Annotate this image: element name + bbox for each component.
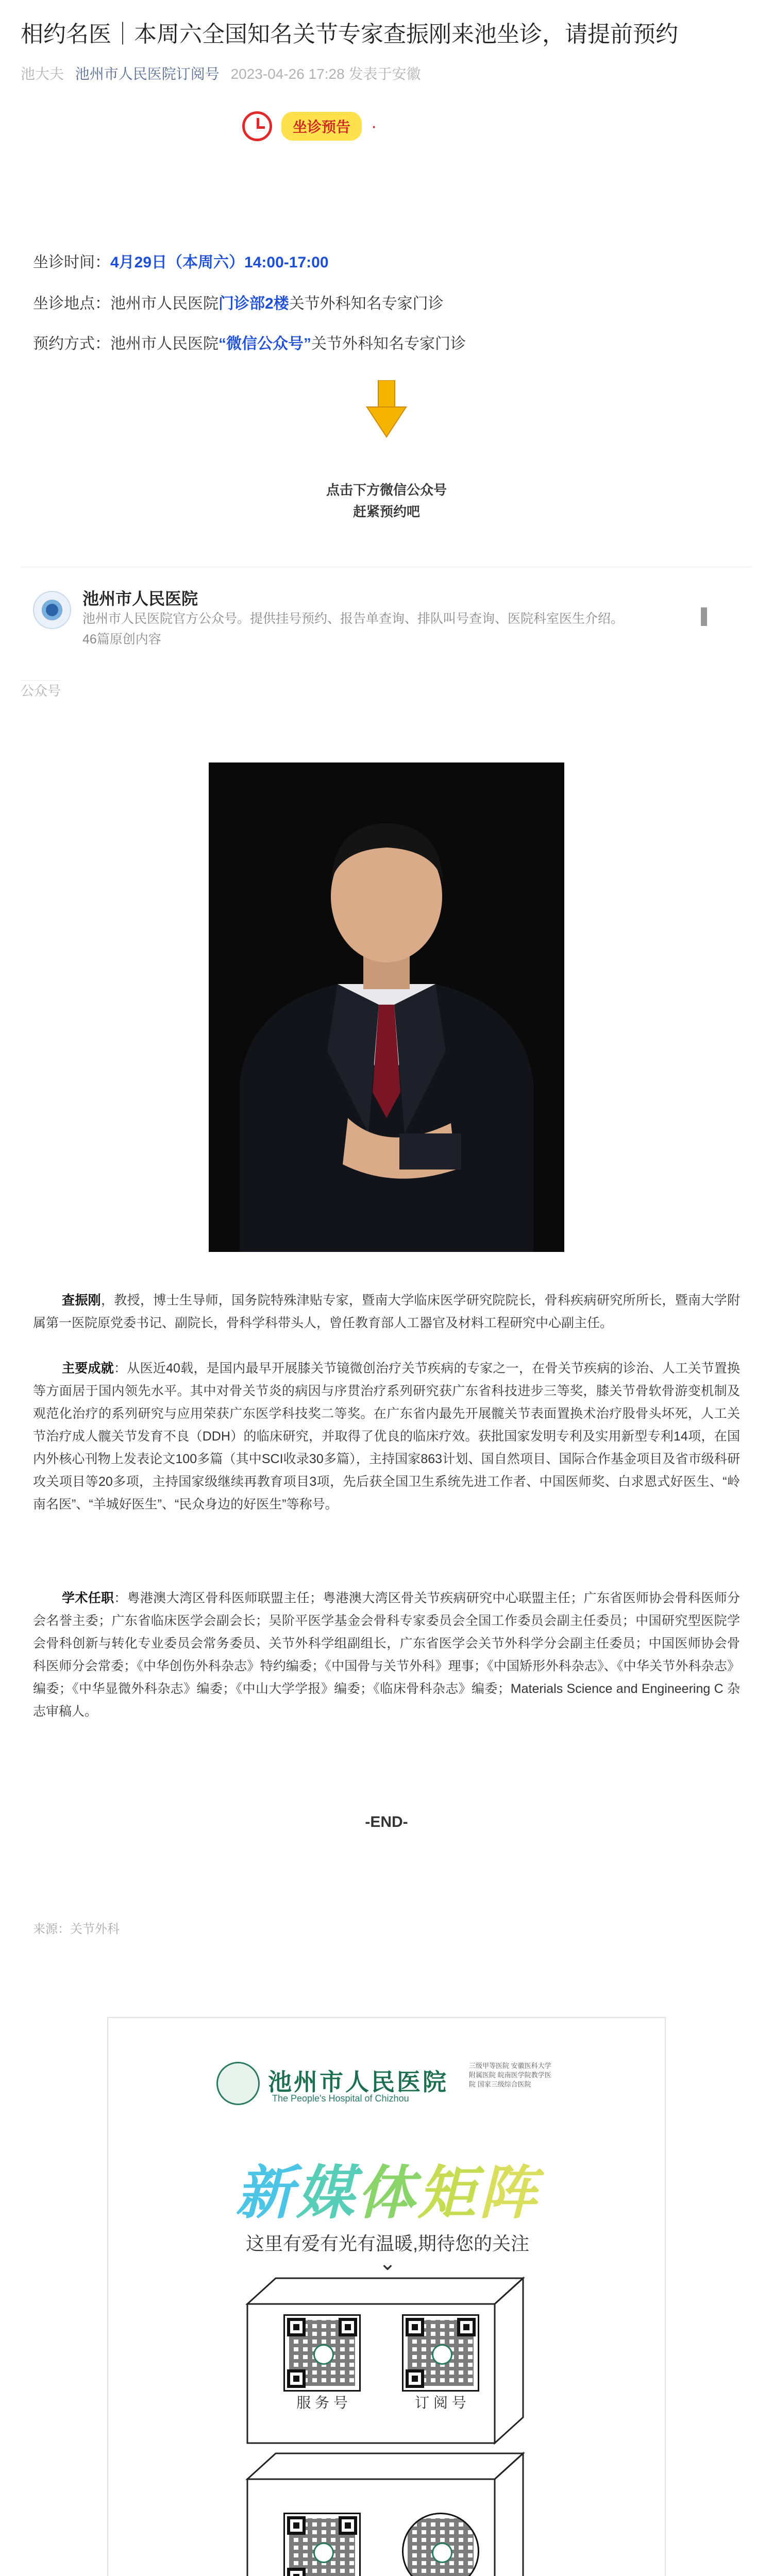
account-link[interactable]: 池州市人民医院订阅号 [75, 66, 220, 82]
doctor-portrait [209, 762, 564, 1252]
article-title: 相约名医｜本周六全国知名关节专家查振刚来池坐诊，请提前预约 [21, 22, 678, 47]
qr-service[interactable]: 服 务 号 [283, 2314, 361, 2412]
author-name: 池大夫 [21, 66, 64, 82]
account-card-footer: 公众号 [21, 680, 61, 700]
poster-hospital-en: The People's Hospital of Chizhou [272, 2093, 409, 2104]
article-meta [21, 63, 421, 83]
notice-tag-label: 坐诊预告 [281, 112, 362, 141]
qr-subscription[interactable]: 订 阅 号 [402, 2314, 479, 2412]
bio-intro: 查振刚，教授，博士生导师，国务院特殊津贴专家，暨南大学临床医学研究院院长，骨科疾病研究所所长，暨南大学附属第一医院原党委书记、副院长，骨科学科带头人，曾任教育部人工器官及材料工程研究中心副主任。 [33, 1293, 740, 1330]
publish-date: 2023-04-26 17:28 [230, 66, 345, 82]
scroll-indicator [701, 607, 707, 626]
qr-video[interactable] [283, 2513, 361, 2576]
bio-positions: 学术任职：粤港澳大湾区骨科医师联盟主任；粤港澳大湾区骨关节疾病研究中心联盟主任；广东省医师协会骨科医师分会名誉主委；广东省临床医学会副会长；吴阶平医学基金会骨科专家委员会全国工作委员会副主任委员；中国研究型医院学会骨科创新与转化专业委员会常务委员、关节外科学组副组长，广东省医学会关节外科学分会副主任委员；中国医师协会骨科医师分会常委；《中华创伤外科杂志》特约编委；《中国骨与关节外科》理事；《中国矫形外科杂志》、《中华关节外科杂志》编委；《中华显微外科杂志》编委；《中山大学学报》编委；《临床骨科杂志》编委；Materials Science and Engineering C 杂志审稿人。 [33, 1591, 740, 1719]
clock-icon [242, 111, 272, 141]
poster-hospital-desc: 三级甲等医院 安徽医科大学附属医院 皖南医学院教学医院 国家三级综合医院 [469, 2062, 551, 2088]
account-name: 池州市人民医院 [82, 589, 198, 608]
down-arrow-icon [366, 380, 407, 438]
qr-box-frame [108, 2018, 667, 2576]
notice-tag: 坐诊预告 · [242, 108, 377, 144]
clinic-place: 坐诊地点：池州市人民医院门诊部2楼关节外科知名专家门诊 [33, 295, 444, 312]
source-note: 来源：关节外科 [33, 1922, 120, 1936]
poster-hospital-name: 池州市人民医院 [268, 2068, 448, 2096]
publish-location: 发表于安徽 [348, 66, 421, 82]
qr-douyin[interactable] [402, 2513, 479, 2576]
hospital-poster [107, 2017, 666, 2576]
arrow-caption: 点击下方微信公众号 赶紧预约吧 [326, 482, 447, 519]
double-chevron-down-icon: ⌄ [379, 2252, 396, 2275]
end-marker: -END- [365, 1814, 408, 1831]
clinic-booking: 预约方式：池州市人民医院“微信公众号”关节外科知名专家门诊 [33, 335, 466, 352]
hospital-logo-icon [33, 591, 71, 629]
poster-slogan: 这里有爱有光有温暖,期待您的关注 [245, 2233, 529, 2254]
bio-achievements: 主要成就：从医近40载，是国内最早开展膝关节镜微创治疗关节疾病的专家之一，在骨关节疾病的诊治、人工关节置换等方面居于国内领先水平。其中对骨关节炎的病因与序贯治疗系列研究获广东省科技进步三等奖，膝关节骨软骨游变机制及观范化治疗的系列研究与应用荣获广东医学科技奖二等奖。在广东省内最先开展髋关节表面置换术治疗股骨头坏死，人工关节治疗成人髋关节发育不良（DDH）的临床研究，并取得了优良的临床疗效。获批国家发明专利及实用新型专利14项，在国内外核心刊物上发表论文100多篇（其中SCI收录30多篇），主持国家863计划、国自然项目、国际合作基金项目及省市级科研攻关项目等20多项，主持国家级继续再教育项目3项，先后获全国卫生系统先进工作者、中国医师奖、白求恩式好医生、“岭南名医”、“羊城好医生”、“民众身边的好医生”等称号。 [33, 1361, 740, 1512]
clinic-time: 坐诊时间：4月29日（本周六）14:00-17:00 [33, 254, 329, 271]
account-description: 池州市人民医院官方公众号。提供挂号预约、报告单查询、排队叫号查询、医院科室医生介绍。 46篇原创内容 [82, 612, 624, 647]
account-card[interactable] [21, 567, 752, 665]
media-matrix-title: 新媒体矩阵 [236, 2161, 540, 2225]
